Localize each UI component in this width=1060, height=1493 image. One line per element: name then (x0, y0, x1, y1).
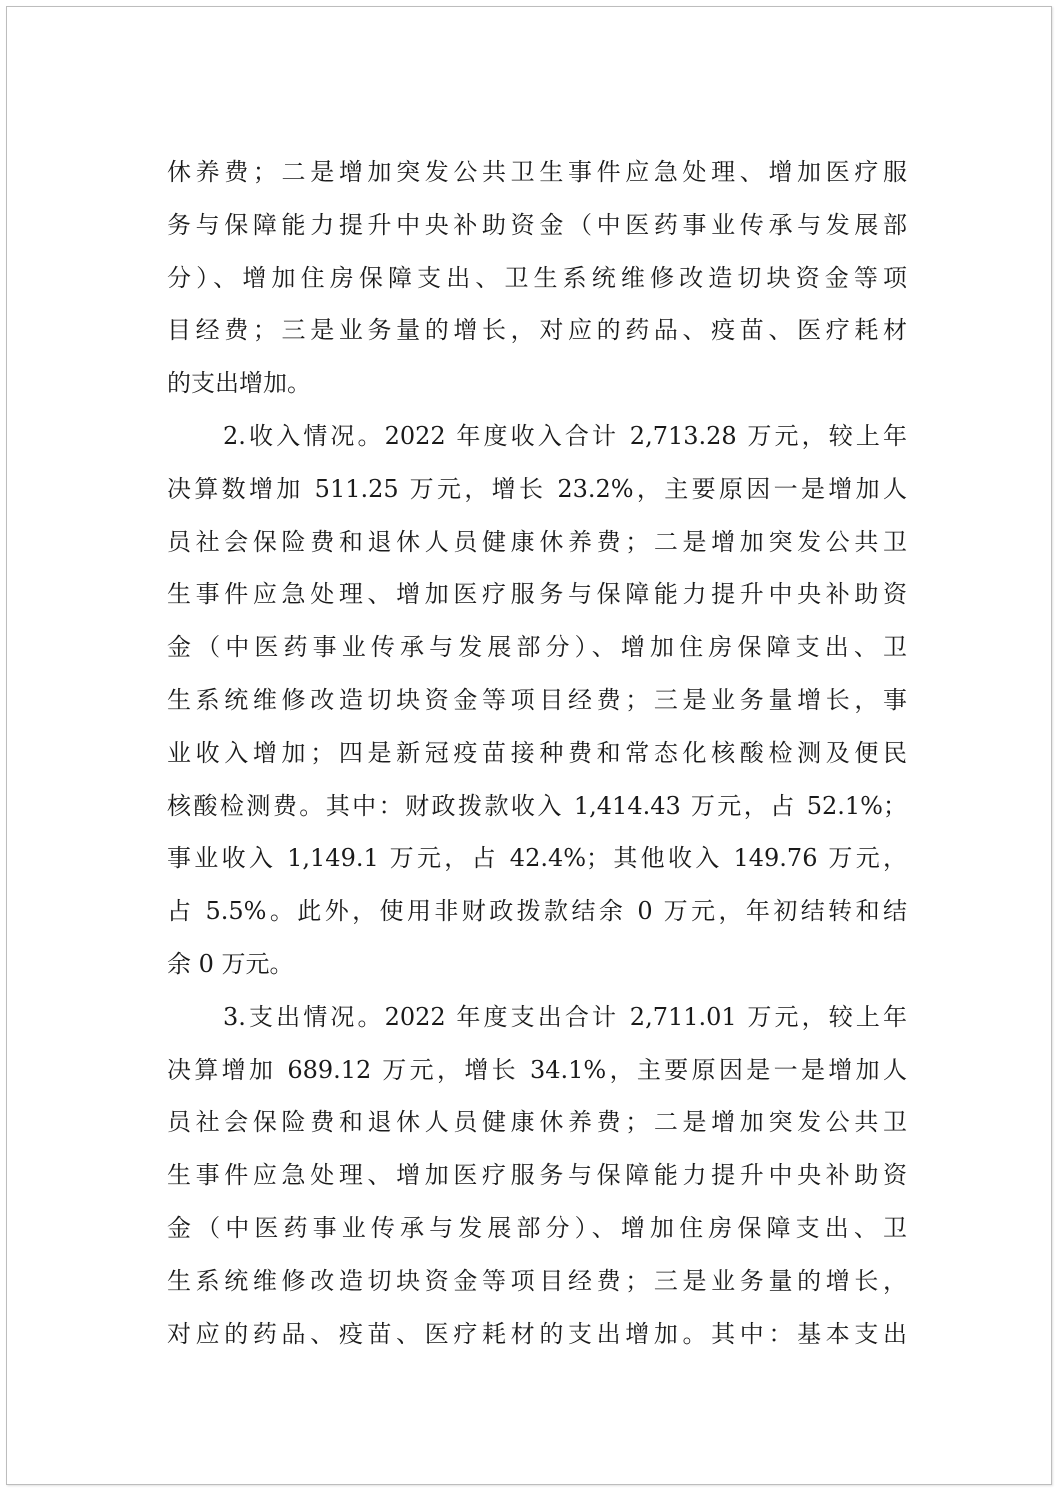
text-line: 2.收入情况。2022 年度收入合计 2,713.28 万元，较上年 (223, 421, 907, 450)
document-page (6, 6, 1052, 1485)
text-line: 事业收入 1,149.1 万元，占 42.4%；其他收入 149.76 万元， (167, 844, 907, 873)
text-line: 金（中医药事业传承与发展部分）、增加住房保障支出、卫 (167, 1213, 907, 1242)
paragraph-continuation (167, 146, 907, 410)
text-line: 务与保障能力提升中央补助资金（中医药事业传承与发展部 (167, 210, 907, 239)
text-line: 决算增加 689.12 万元，增长 34.1%，主要原因是一是增加人 (167, 1055, 907, 1084)
text-line: 核酸检测费。其中：财政拨款收入 1,414.43 万元，占 52.1%； (167, 791, 907, 820)
paragraph-income (167, 410, 907, 991)
text-line: 分）、增加住房保障支出、卫生系统维修改造切块资金等项 (167, 263, 907, 292)
text-line: 生系统维修改造切块资金等项目经费；三是业务量的增长， (167, 1266, 907, 1295)
text-line: 的支出增加。 (167, 369, 311, 398)
body-text (167, 146, 907, 1360)
text-line: 生事件应急处理、增加医疗服务与保障能力提升中央补助资 (167, 1161, 907, 1190)
text-line: 目经费；三是业务量的增长，对应的药品、疫苗、医疗耗材 (167, 316, 907, 345)
text-line: 员社会保险费和退休人员健康休养费；二是增加突发公共卫 (167, 527, 907, 556)
text-line: 休养费；二是增加突发公共卫生事件应急处理、增加医疗服 (167, 158, 907, 186)
text-line: 员社会保险费和退休人员健康休养费；二是增加突发公共卫 (167, 1108, 907, 1137)
text-line: 金（中医药事业传承与发展部分）、增加住房保障支出、卫 (167, 633, 907, 662)
text-line: 生系统维修改造切块资金等项目经费；三是业务量增长，事 (167, 685, 907, 714)
text-line: 对应的药品、疫苗、医疗耗材的支出增加。其中：基本支出 (167, 1319, 907, 1348)
text-line: 生事件应急处理、增加医疗服务与保障能力提升中央补助资 (167, 580, 907, 609)
text-line: 3.支出情况。2022 年度支出合计 2,711.01 万元，较上年 (223, 1002, 907, 1031)
text-line: 余 0 万元。 (167, 949, 294, 978)
text-line: 决算数增加 511.25 万元，增长 23.2%，主要原因一是增加人 (167, 474, 907, 503)
paragraph-expenditure (167, 991, 907, 1361)
text-line: 占 5.5%。此外，使用非财政拨款结余 0 万元，年初结转和结 (167, 897, 907, 926)
text-line: 业收入增加；四是新冠疫苗接种费和常态化核酸检测及便民 (167, 738, 907, 767)
